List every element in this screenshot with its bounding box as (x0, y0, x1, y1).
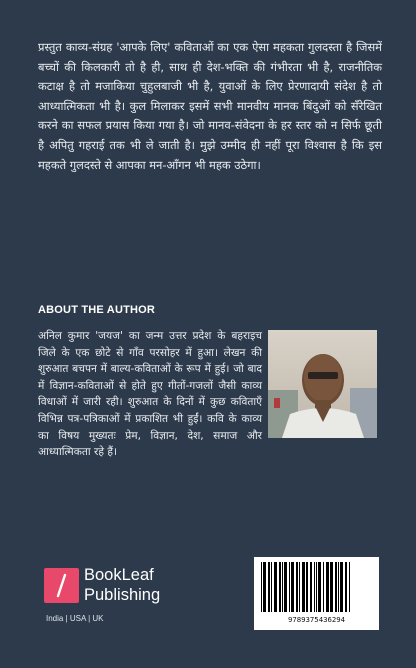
isbn-number: 9789375436294 (287, 615, 346, 624)
bookleaf-logo-icon (44, 568, 79, 603)
author-portrait-image (268, 330, 377, 438)
back-cover-blurb: प्रस्तुत काव्य-संग्रह 'आपके लिए' कविताओं का एक ऐसा महकता गुलदस्ता है जिसमें बच्चों की किलकारी तो है ही, साथ ही देश-भक्ति की गंभीरता भी है, राजनीतिक कटाक्ष है तो मजाकिया चुहुलबाजी भी है, युवाओं के लिए प्रेरणादायी संदेश है तो आध्यात्मिकता भी है। कुल मिलाकर इसमें सभी मानवीय मानक बिंदुओं को सँरेखित करने का सफल प्रयास किया गया है। जो मानव-संवेदना के हर स्तर को न सिर्फ छूती है अपितु गहराई तक भी ले जाती है। मुझे उम्मीद ही नहीं पूरा विश्वास है कि इस महकते गुलदस्ते से आपका मन-आँगन भी महक उठेगा। (38, 40, 382, 172)
author-photo (268, 330, 377, 438)
publisher-block (44, 566, 224, 646)
author-bio: अनिल कुमार 'जयज' का जन्म उत्तर प्रदेश के बहराइच जिले के एक छोटे से गाँव परसोहर में हुआ। लेखन की शुरुआत बचपन में बाल्य-कविताओं के रूप में हुई। जो बाद में विज्ञान-कविताओं से होते हुए गीतों-गजलों जैसी काव्य विधाओं में जारी रही। शुरुआत के दिनों में कुछ कविताएँ विभिन्न पत्र-पत्रिकाओं में प्रकाशित भी हुईं। कवि के काव्य का विषय मुख्यतः प्रेम, विज्ञान, देश, समाज और आध्यात्मिकता रहे हैं। (38, 330, 262, 459)
barcode-icon (259, 562, 374, 612)
isbn-barcode (254, 557, 379, 630)
publisher-name-line2: Publishing (84, 586, 161, 604)
about-author-heading: ABOUT THE AUTHOR (38, 304, 156, 316)
publisher-name-line1: BookLeaf (84, 566, 154, 584)
publisher-locations: India | USA | UK (46, 614, 104, 623)
